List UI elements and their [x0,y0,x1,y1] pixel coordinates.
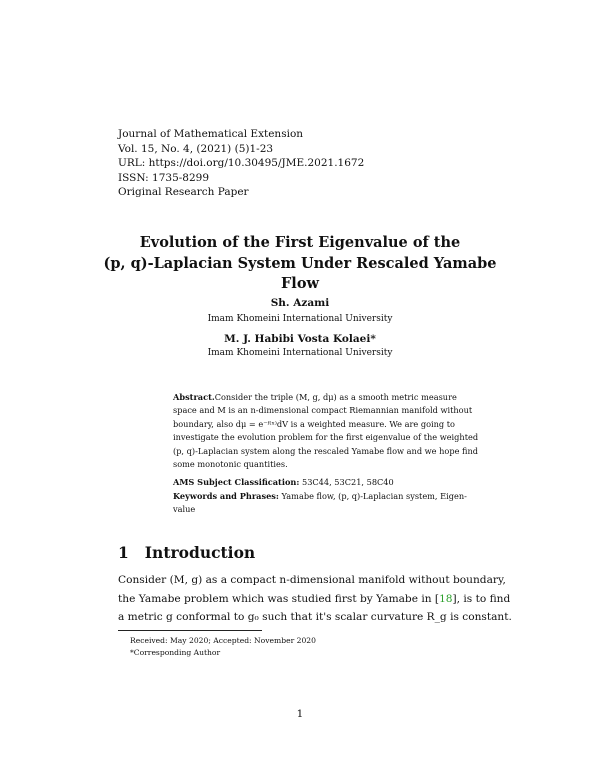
citation-link[interactable]: 18 [439,592,453,605]
keywords-label: Keywords and Phrases: [173,490,279,501]
footnote-received: Received: May 2020; Accepted: November 2020 [130,636,316,645]
ams-value: 53C44, 53C21, 58C40 [302,477,394,488]
paper-title [0,233,600,295]
keywords-value: Yamabe flow, (p, q)-Laplacian system, Eigen- [281,490,467,501]
title-line: Flow [281,275,319,292]
abstract [173,391,479,517]
body-text: Consider (M, g) as a compact n-dimensional manifold without boundary, [118,574,506,586]
section-number: 1 [118,543,129,562]
intro-paragraph [118,571,512,627]
abstract-text: boundary, also dμ = e⁻ᶠ⁽ˣ⁾dV is a weighted measure. We are going to [173,418,455,429]
abstract-text: space and M is an n-dimensional compact Riemannian manifold without [173,405,473,416]
journal-issn: ISSN: 1735-8299 [118,171,210,184]
paper-type: Original Research Paper [118,186,249,198]
section-heading [118,543,271,562]
body-text: the Yamabe problem which was studied first by Yamabe in [ [118,592,440,605]
journal-url[interactable]: URL: https://doi.org/10.30495/JME.2021.1672 [118,157,365,169]
footnotes [130,635,316,659]
journal-volume: Vol. 15, No. 4, (2021) (5)1-23 [118,142,274,155]
title-line: Evolution of the First Eigenvalue of the [139,234,461,251]
footnote-rule [118,630,262,631]
footnote-corresponding: *Corresponding Author [130,648,221,657]
author-2 [0,333,600,345]
abstract-text: Consider the triple (M, g, dμ) as a smooth metric measure [214,392,457,402]
abstract-text: investigate the evolution problem for the first eigenvalue of the weighted [173,432,479,443]
author-name: Sh. Azami [270,297,330,309]
title-line: (p, q)-Laplacian System Under Rescaled Yamabe [103,254,497,272]
abstract-text: (p, q)-Laplacian system along the rescaled Yamabe flow and we hope find [173,445,478,456]
abstract-label: Abstract. [173,392,215,402]
section-title: Introduction [144,543,256,562]
author-name: M. J. Habibi Vosta Kolaei* [224,333,376,345]
body-text: ], is to find [452,592,511,605]
page-number: 1 [296,708,304,720]
journal-name: Journal of Mathematical Extension [118,128,304,140]
author-1 [0,297,600,309]
keywords-value: value [173,504,196,515]
journal-header [118,127,364,200]
abstract-text: some monotonic quantities. [173,459,288,470]
ams-label: AMS Subject Classification: [173,477,300,488]
body-text: a metric g conformal to g₀ such that it's scalar curvature R_g is constant. [118,611,512,623]
author-2-affiliation: Imam Khomeini International University [207,348,393,358]
author-1-affiliation: Imam Khomeini International University [207,314,393,324]
